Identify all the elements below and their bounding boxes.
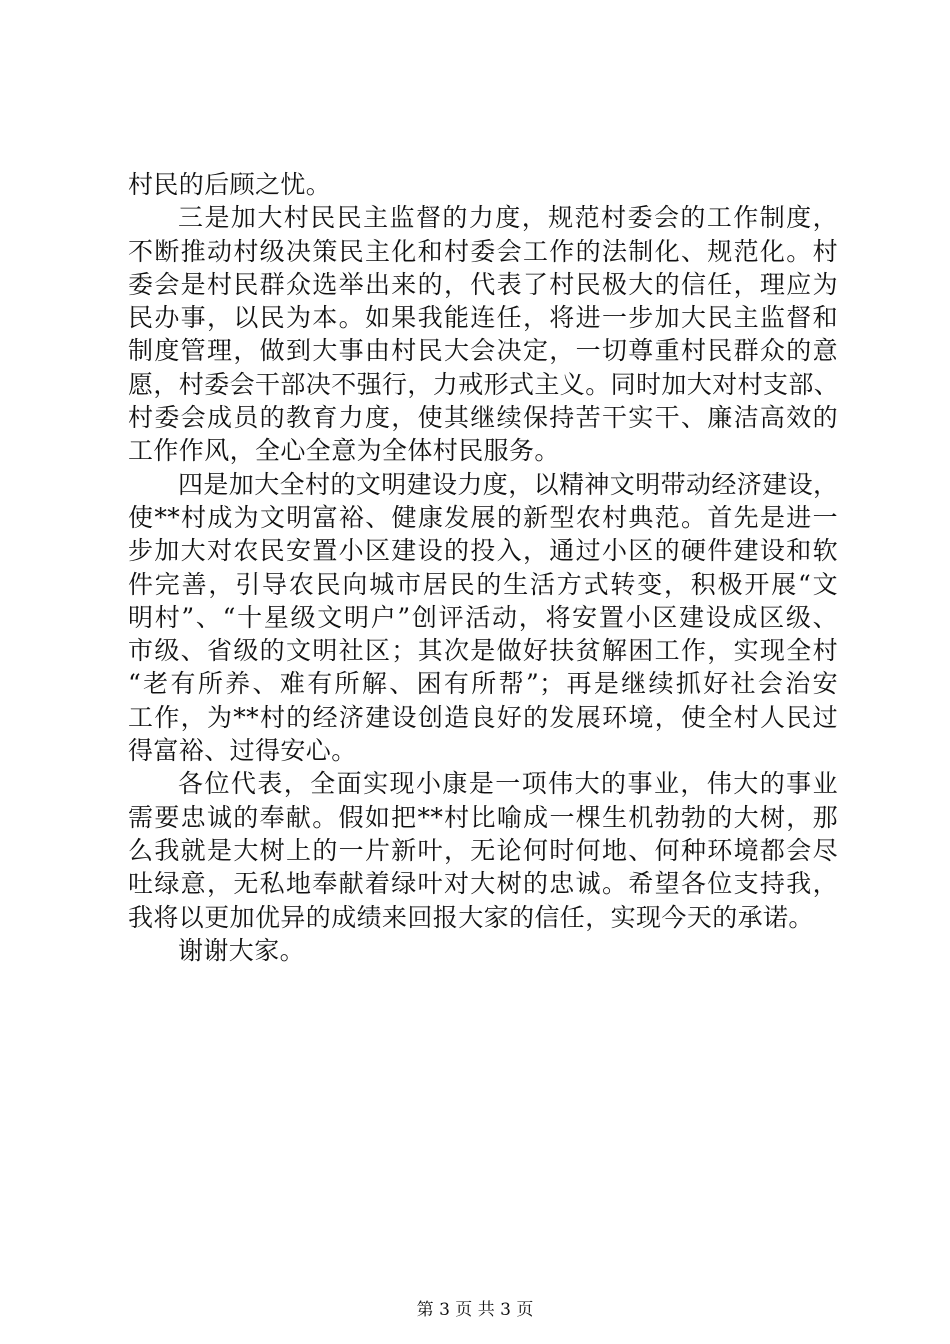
- text-line: 民办事，以民为本。如果我能连任，将进一步加大民主监督和: [128, 303, 838, 333]
- text-line: 明村”、“十星级文明户”创评活动，将安置小区建设成区级、: [128, 602, 838, 632]
- text-line: 步加大对农民安置小区建设的投入，通过小区的硬件建设和软: [128, 536, 838, 566]
- text-line: 三是加大村民民主监督的力度，规范村委会的工作制度，: [178, 203, 838, 233]
- text-line: 得富裕、过得安心。: [128, 736, 357, 766]
- text-line: 谢谢大家。: [178, 935, 306, 965]
- text-line: 工作作风，全心全意为全体村民服务。: [128, 436, 560, 466]
- text-line: 不断推动村级决策民主化和村委会工作的法制化、规范化。村: [128, 236, 838, 266]
- text-line: 使**村成为文明富裕、健康发展的新型农村典范。首先是进一: [128, 502, 838, 532]
- text-line: 件完善，引导农民向城市居民的生活方式转变，积极开展“文: [128, 569, 838, 599]
- text-line: 各位代表，全面实现小康是一项伟大的事业，伟大的事业: [178, 769, 838, 799]
- text-line: 么我就是大树上的一片新叶，无论何时何地、何种环境都会尽: [128, 835, 838, 865]
- text-line: “老有所养、难有所解、困有所帮”；再是继续抓好社会治安: [128, 669, 838, 699]
- text-line: 需要忠诚的奉献。假如把**村比喻成一棵生机勃勃的大树，那: [128, 802, 838, 832]
- document-body: [128, 168, 838, 967]
- text-line: 制度管理，做到大事由村民大会决定，一切尊重村民群众的意: [128, 336, 838, 366]
- text-line: 村民的后顾之忧。: [128, 170, 332, 199]
- text-line: 工作，为**村的经济建设创造良好的发展环境，使全村人民过: [128, 702, 838, 732]
- text-line: 市级、省级的文明社区；其次是做好扶贫解困工作，实现全村: [128, 636, 838, 666]
- text-line: 委会是村民群众选举出来的，代表了村民极大的信任，理应为: [128, 269, 838, 299]
- text-line: 吐绿意，无私地奉献着绿叶对大树的忠诚。希望各位支持我，: [128, 869, 838, 899]
- text-line: 村委会成员的教育力度，使其继续保持苦干实干、廉洁高效的: [128, 403, 838, 433]
- text-line: 我将以更加优异的成绩来回报大家的信任，实现今天的承诺。: [128, 902, 814, 932]
- text-line: 四是加大全村的文明建设力度，以精神文明带动经济建设，: [178, 469, 839, 499]
- page-footer: 第 3 页 共 3 页: [416, 1300, 534, 1320]
- text-line: 愿，村委会干部决不强行，力戒形式主义。同时加大对村支部、: [128, 369, 840, 399]
